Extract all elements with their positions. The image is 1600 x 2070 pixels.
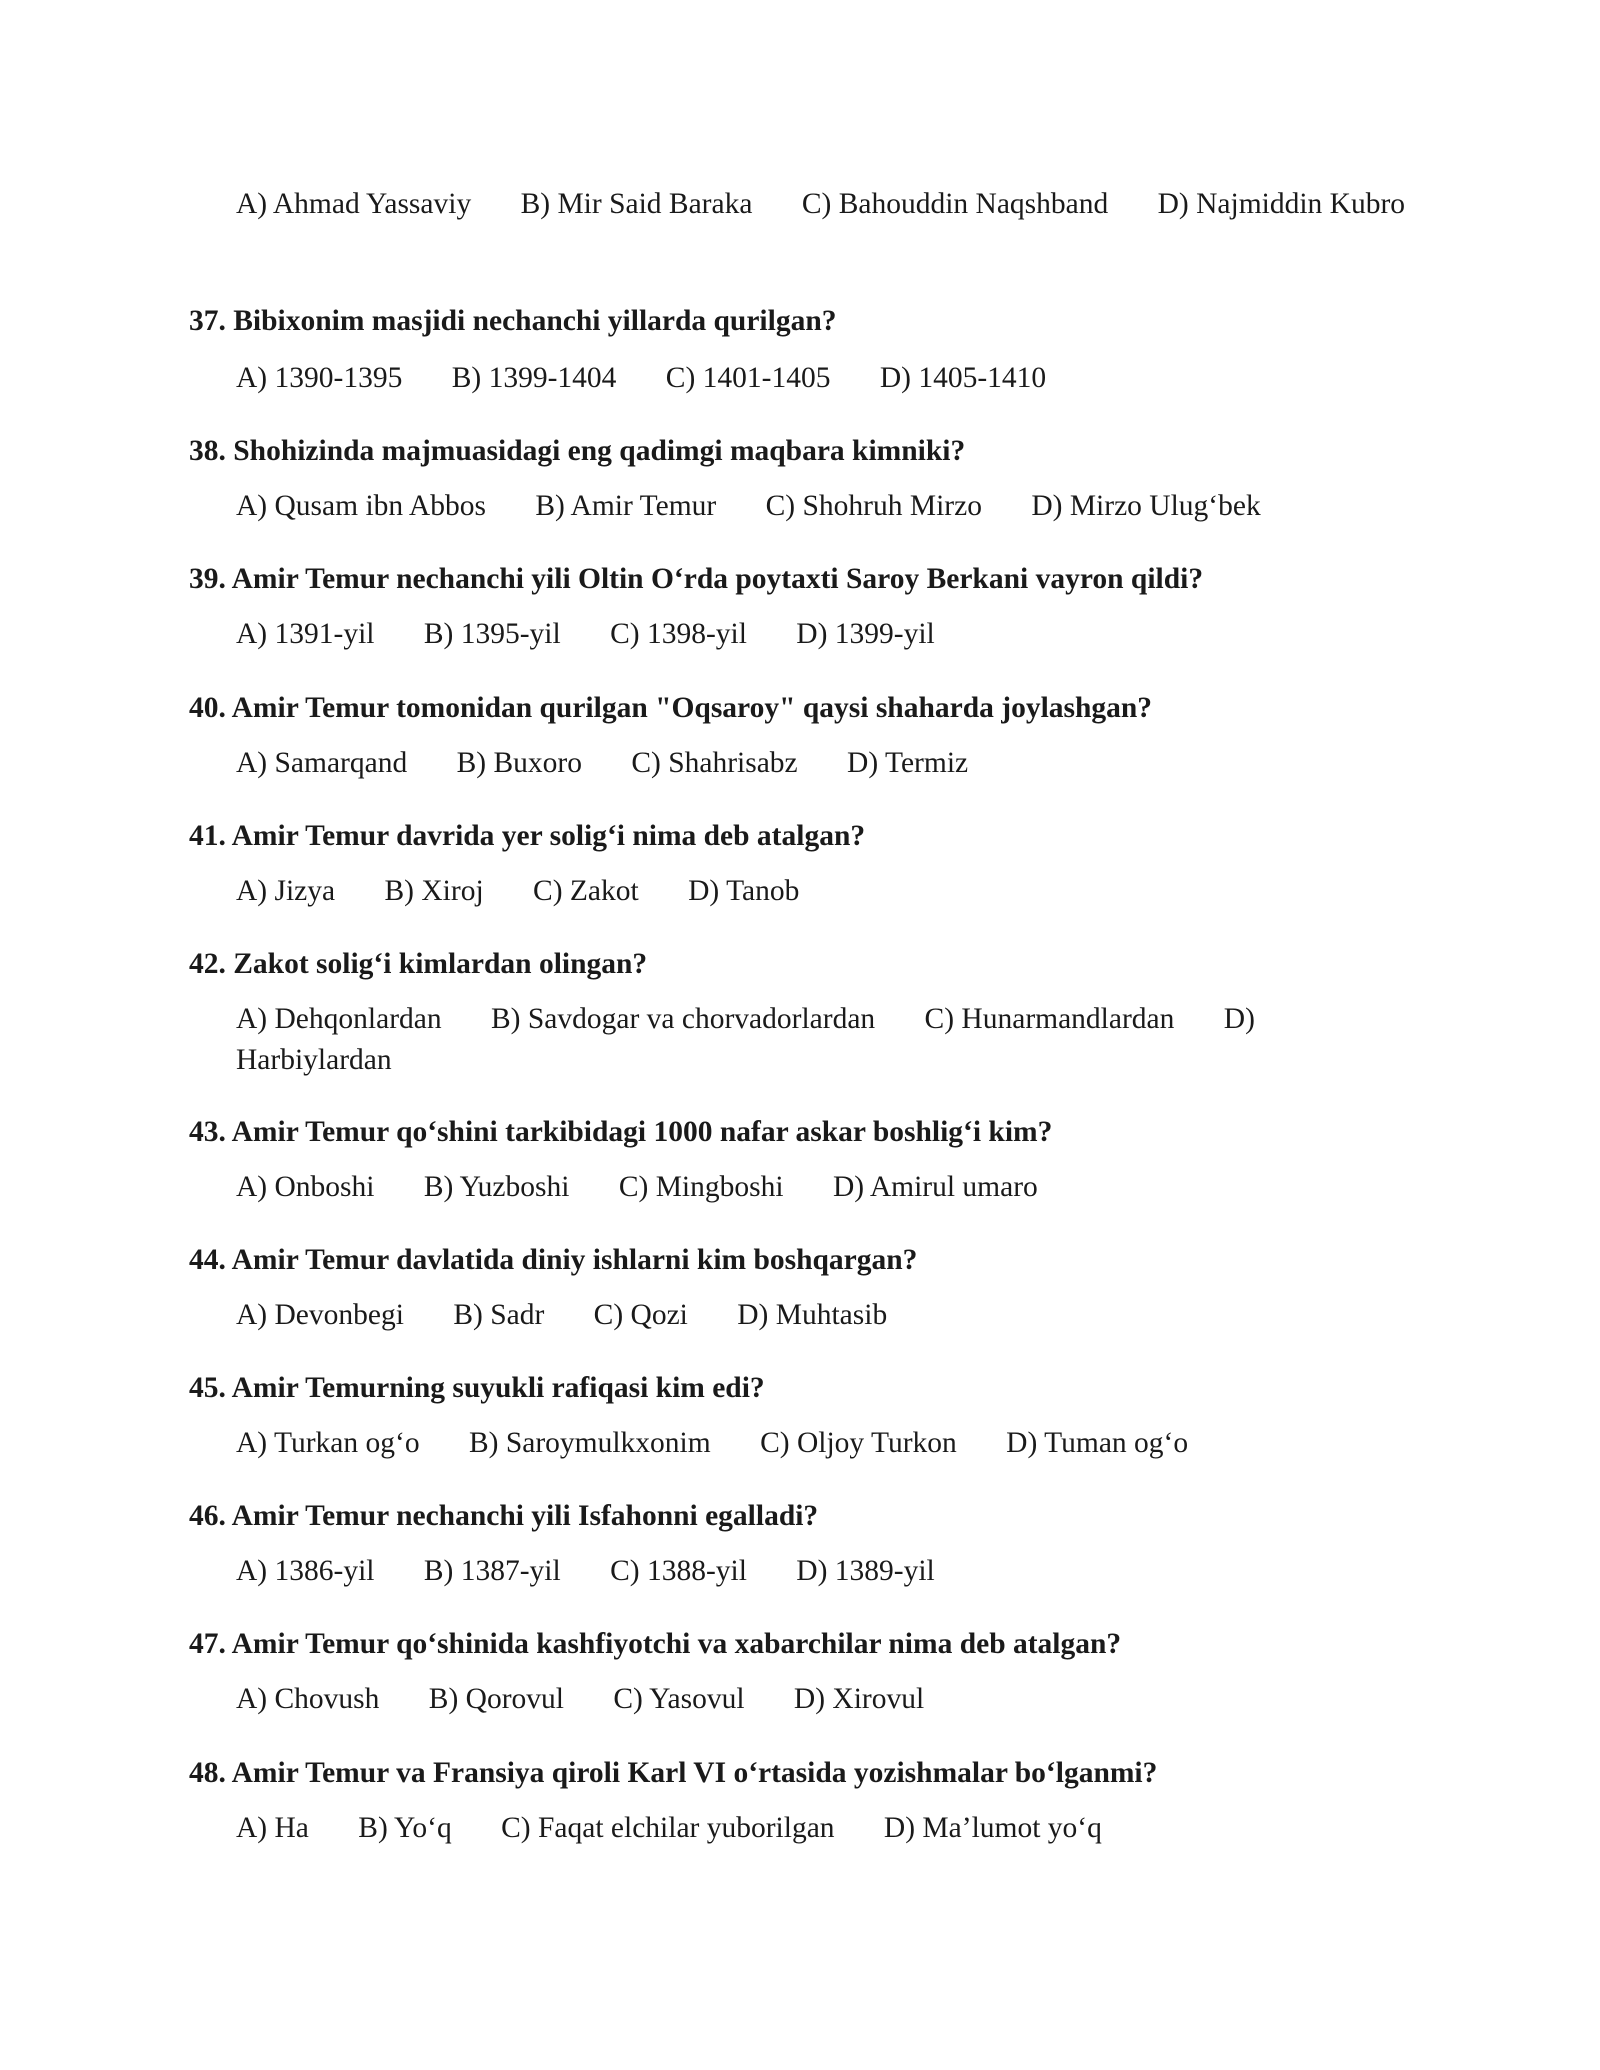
answer-option: A) Devonbegi: [236, 1299, 404, 1331]
answer-option: C) Hunarmandlardan: [924, 1003, 1175, 1035]
answer-options-44: [236, 1295, 1416, 1336]
answer-option: D) Xirovul: [793, 1683, 925, 1715]
answer-option: C) Zakot: [533, 875, 639, 907]
answer-options-37: [236, 358, 1416, 399]
answer-option: D) Najmiddin Kubro: [1157, 188, 1406, 220]
answer-option: D) Tuman og‘o: [1006, 1427, 1189, 1459]
answer-option: C) Shohruh Mirzo: [765, 490, 982, 522]
answer-option: B) Buxoro: [456, 747, 582, 779]
answer-option: A) Ahmad Yassaviy: [236, 188, 472, 220]
answer-option: A) Onboshi: [236, 1171, 375, 1203]
answer-option: A) Ha: [236, 1812, 309, 1844]
answer-option: A) Turkan og‘o: [236, 1427, 420, 1459]
answer-options-46: [236, 1551, 1416, 1592]
answer-option: B) Sadr: [453, 1299, 545, 1331]
answer-option: B) 1387-yil: [423, 1555, 561, 1587]
answer-option: D) Ma’lumot yo‘q: [883, 1812, 1102, 1844]
answer-option: B) 1395-yil: [423, 618, 561, 650]
answer-option: D) Mirzo Ulug‘bek: [1031, 490, 1261, 522]
answer-options-40: [236, 743, 1416, 784]
answer-option: C) 1388-yil: [610, 1555, 747, 1587]
answer-option: A) Qusam ibn Abbos: [236, 490, 486, 522]
answer-option: D) Amirul umaro: [832, 1171, 1038, 1203]
answer-option: B) Mir Said Baraka: [520, 188, 753, 220]
answer-options-47: [236, 1679, 1416, 1720]
answer-options-36: [236, 184, 1416, 225]
answer-option: C) Bahouddin Naqshband: [801, 188, 1109, 220]
answer-option: D) Tanob: [688, 875, 800, 907]
question-43: 43. Amir Temur qo‘shini tarkibidagi 1000 nafar askar boshlig‘i kim?: [189, 1116, 1053, 1148]
answer-option: C) Shahrisabz: [631, 747, 798, 779]
answer-option: A) Jizya: [236, 875, 336, 907]
answer-option: C) Faqat elchilar yuborilgan: [501, 1812, 835, 1844]
answer-option: C) Qozi: [593, 1299, 688, 1331]
answer-option: B) Amir Temur: [535, 490, 717, 522]
answer-options-43: [236, 1167, 1416, 1208]
answer-option: C) 1398-yil: [610, 618, 747, 650]
answer-option: D) 1389-yil: [796, 1555, 935, 1587]
answer-option: B) Yuzboshi: [423, 1171, 570, 1203]
answer-option: B) 1399-1404: [451, 362, 617, 394]
answer-option: B) Yo‘q: [358, 1812, 452, 1844]
question-40: 40. Amir Temur tomonidan qurilgan "Oqsaroy" qaysi shaharda joylashgan?: [189, 692, 1153, 724]
answer-options-41: [236, 871, 1416, 912]
question-44: 44. Amir Temur davlatida diniy ishlarni kim boshqargan?: [189, 1244, 918, 1276]
question-39: 39. Amir Temur nechanchi yili Oltin O‘rda poytaxti Saroy Berkani vayron qildi?: [189, 563, 1204, 595]
answer-option: B) Qorovul: [428, 1683, 564, 1715]
answer-option: C) Yasovul: [613, 1683, 745, 1715]
answer-option: D) Termiz: [847, 747, 969, 779]
answer-option: D) Harbiylardan: [236, 1003, 1255, 1076]
question-48: 48. Amir Temur va Fransiya qiroli Karl VI o‘rtasida yozishmalar bo‘lganmi?: [189, 1757, 1158, 1789]
answer-option: A) 1391-yil: [236, 618, 375, 650]
answer-option: D) 1405-1410: [879, 362, 1047, 394]
question-46: 46. Amir Temur nechanchi yili Isfahonni egalladi?: [189, 1500, 819, 1532]
answer-option: A) 1386-yil: [236, 1555, 375, 1587]
answer-option: C) 1401-1405: [665, 362, 831, 394]
answer-option: A) Dehqonlardan: [236, 1003, 442, 1035]
answer-option: A) Samarqand: [236, 747, 408, 779]
answer-option: C) Mingboshi: [618, 1171, 784, 1203]
answer-option: D) Muhtasib: [737, 1299, 888, 1331]
answer-option: B) Xiroj: [384, 875, 484, 907]
answer-options-38: [236, 486, 1416, 527]
answer-option: D) 1399-yil: [796, 618, 935, 650]
question-41: 41. Amir Temur davrida yer solig‘i nima deb atalgan?: [189, 820, 866, 852]
question-37: 37. Bibixonim masjidi nechanchi yillarda qurilgan?: [189, 305, 837, 337]
answer-options-45: [236, 1423, 1416, 1464]
answer-option: A) Chovush: [236, 1683, 380, 1715]
answer-option: C) Oljoy Turkon: [760, 1427, 957, 1459]
answer-option: B) Savdogar va chorvadorlardan: [490, 1003, 876, 1035]
question-47: 47. Amir Temur qo‘shinida kashfiyotchi va xabarchilar nima deb atalgan?: [189, 1628, 1122, 1660]
answer-option: B) Saroymulkxonim: [468, 1427, 711, 1459]
answer-options-42: [236, 999, 1416, 1081]
question-38: 38. Shohizinda majmuasidagi eng qadimgi maqbara kimniki?: [189, 435, 966, 467]
answer-options-39: [236, 614, 1416, 655]
question-42: 42. Zakot solig‘i kimlardan olingan?: [189, 948, 648, 980]
answer-option: A) 1390-1395: [236, 362, 403, 394]
question-45: 45. Amir Temurning suyukli rafiqasi kim edi?: [189, 1372, 765, 1404]
answer-options-48: [236, 1808, 1416, 1849]
